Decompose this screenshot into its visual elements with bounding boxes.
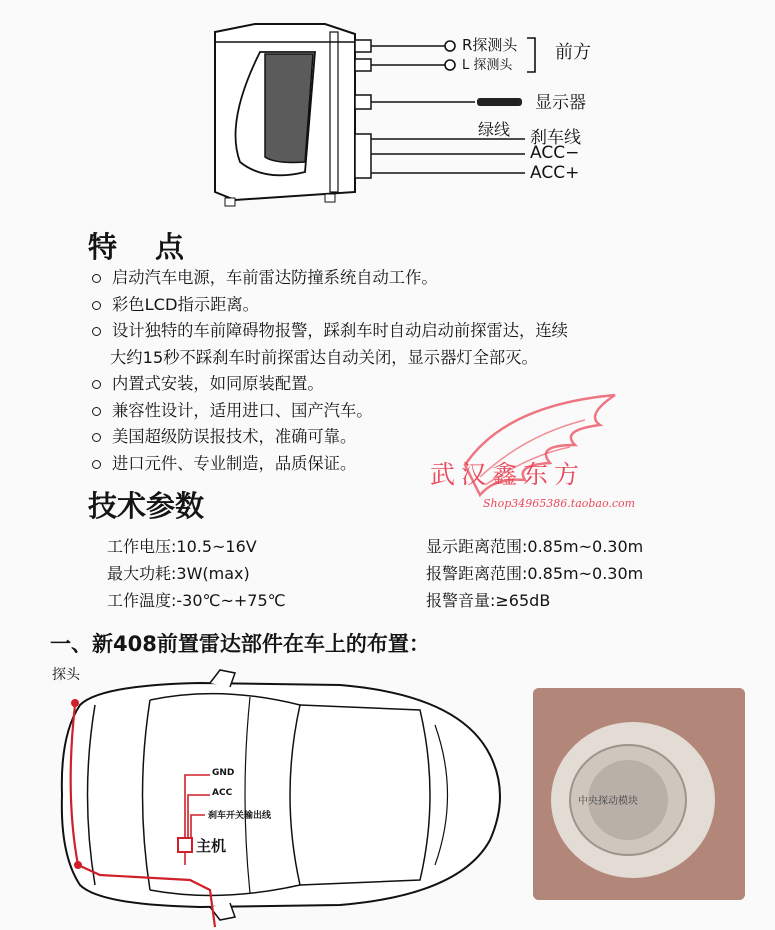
spec-temperature: 工作温度:-30℃~+75℃ bbox=[107, 591, 286, 610]
display-label: 显示器 bbox=[535, 93, 586, 113]
acc-minus-label: ACC− bbox=[530, 143, 580, 163]
front-label: 前方 bbox=[555, 42, 591, 63]
watermark-shop: Shop34965386.taobao.com bbox=[483, 497, 636, 510]
feature-item: 彩色LCD指示距离。 bbox=[90, 292, 710, 319]
acc-label: ACC bbox=[212, 788, 233, 798]
front-bracket bbox=[527, 38, 535, 72]
spec-volume: 报警音量:≥65dB bbox=[426, 591, 551, 610]
features-heading: 特点 bbox=[88, 230, 223, 264]
brake-switch-label: 刹车开关输出线 bbox=[208, 811, 272, 821]
tech-heading: 技术参数 bbox=[88, 489, 205, 523]
spec-alarm-range: 报警距离范围:0.85m~0.30m bbox=[426, 564, 644, 583]
sensor-module-photo bbox=[533, 688, 745, 900]
sensor-module-image bbox=[533, 688, 745, 900]
r-probe-label: R探测头 bbox=[462, 36, 518, 54]
green-wire-label: 绿线 bbox=[478, 120, 511, 139]
l-probe-jack-icon bbox=[445, 60, 455, 70]
photo-caption: 中央探动模块 bbox=[578, 796, 638, 807]
right-probe-icon bbox=[74, 861, 82, 869]
feature-item-continuation: 大约15秒不踩刹车时前探雷达自动关闭，显示器灯全部灭。 bbox=[110, 347, 538, 367]
acc-plus-label: ACC+ bbox=[530, 163, 580, 183]
gnd-label: GND bbox=[212, 768, 235, 778]
left-probe-icon bbox=[71, 699, 79, 707]
spec-display-range: 显示距离范围:0.85m~0.30m bbox=[426, 537, 644, 556]
brake-wire-label: 刹车线 bbox=[530, 128, 581, 148]
l-probe-label: L 探测头 bbox=[462, 58, 513, 73]
feature-item: 美国超级防误报技术，准确可靠。 bbox=[90, 424, 710, 451]
display-plug-icon bbox=[477, 98, 522, 106]
probe-label: 探头 bbox=[52, 667, 80, 683]
spec-voltage: 工作电压:10.5~16V bbox=[107, 537, 257, 556]
feature-item: 启动汽车电源，车前雷达防撞系统自动工作。 bbox=[90, 265, 710, 292]
watermark-brand: 武汉鑫东方 bbox=[430, 460, 586, 489]
feature-item-text: 设计独特的车前障碍物报警，踩刹车时自动启动前探雷达，连续 bbox=[112, 321, 568, 340]
layout-heading: 一、新408前置雷达部件在车上的布置： bbox=[50, 632, 430, 656]
r-probe-jack-icon bbox=[445, 41, 455, 51]
feature-item: 内置式安装，如同原装配置。 bbox=[90, 371, 710, 398]
car-body-outline bbox=[62, 683, 500, 907]
feature-item: 进口元件、专业制造，品质保证。 bbox=[90, 451, 710, 478]
car-layout-diagram bbox=[40, 665, 520, 930]
spec-power: 最大功耗:3W(max) bbox=[107, 564, 250, 583]
host-unit-icon bbox=[178, 838, 192, 852]
host-label: 主机 bbox=[196, 837, 227, 855]
feature-item: 兼容性设计，适用进口、国产汽车。 bbox=[90, 398, 710, 425]
feature-item bbox=[90, 318, 710, 371]
